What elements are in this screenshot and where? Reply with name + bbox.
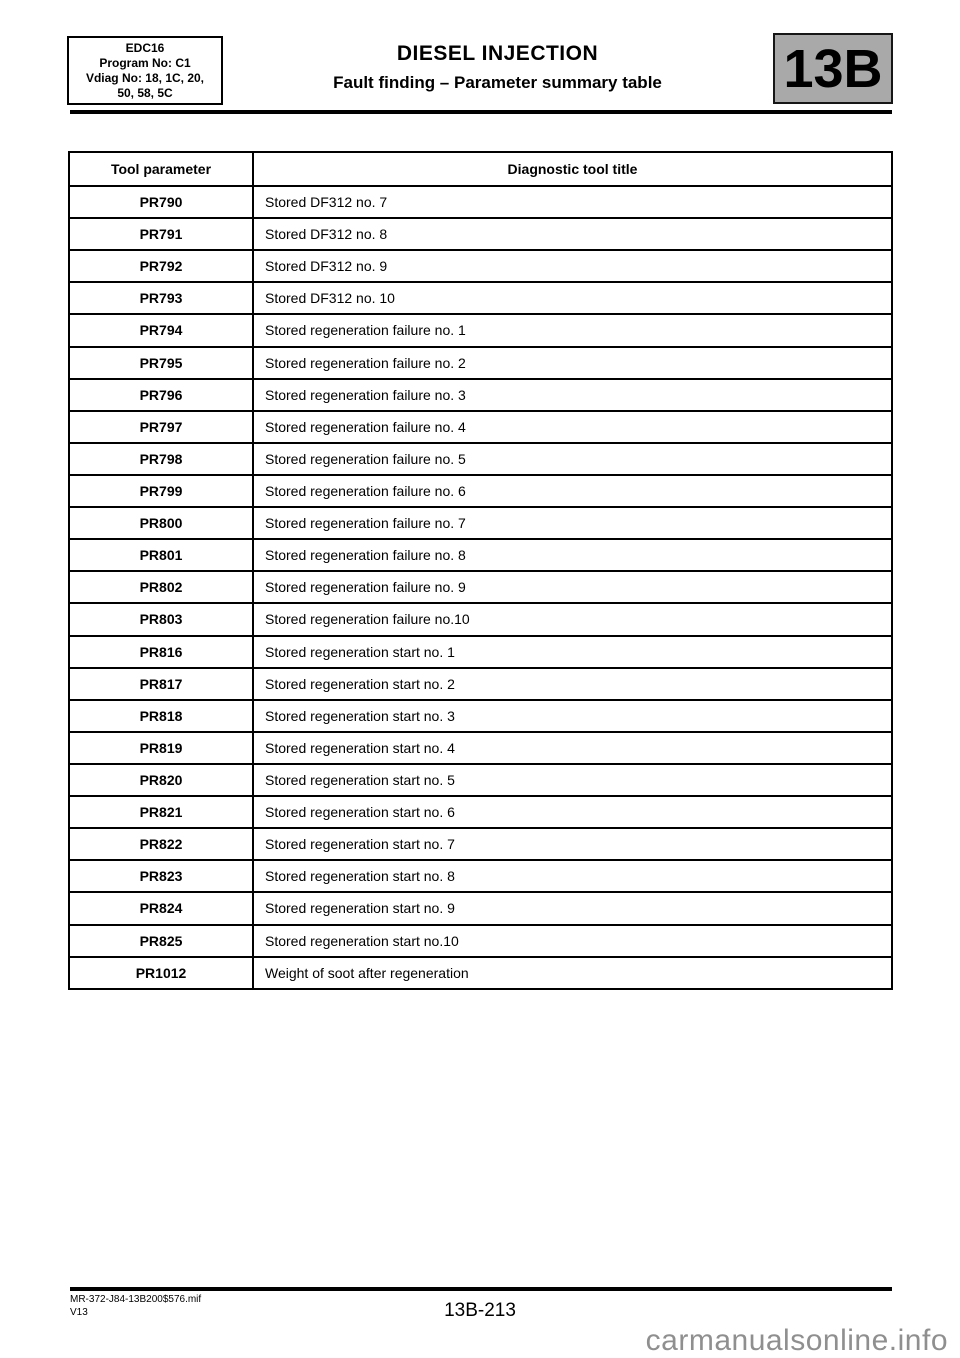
file-reference: MR-372-J84-13B200$576.mif <box>70 1294 202 1305</box>
diagnostic-tool-title-cell: Stored regeneration start no. 8 <box>253 860 892 892</box>
ecu-name: EDC16 <box>125 40 165 55</box>
chapter-code-badge <box>773 33 893 104</box>
table-row <box>69 250 892 282</box>
diagnostic-tool-title-cell: Stored regeneration start no. 5 <box>253 764 892 796</box>
ecu-info-box <box>67 36 223 105</box>
table-row <box>69 218 892 250</box>
diagnostic-tool-title-cell: Stored regeneration failure no. 4 <box>253 411 892 443</box>
tool-parameter-cell: PR823 <box>69 860 253 892</box>
diagnostic-tool-title-cell: Stored regeneration start no. 7 <box>253 828 892 860</box>
table-row <box>69 411 892 443</box>
page-subtitle: Fault finding – Parameter summary table <box>333 73 662 92</box>
tool-parameter-cell: PR794 <box>69 314 253 346</box>
footer-rule <box>70 1287 892 1291</box>
table-row <box>69 700 892 732</box>
diagnostic-tool-title-cell: Weight of soot after regeneration <box>253 957 892 989</box>
table-row <box>69 347 892 379</box>
table-row <box>69 379 892 411</box>
diagnostic-tool-title-cell: Stored DF312 no. 9 <box>253 250 892 282</box>
diagnostic-tool-title-cell: Stored DF312 no. 10 <box>253 282 892 314</box>
diagnostic-tool-title-cell: Stored regeneration failure no. 2 <box>253 347 892 379</box>
header-rule <box>70 110 892 114</box>
diagnostic-tool-title-cell: Stored regeneration start no. 3 <box>253 700 892 732</box>
diagnostic-tool-title-cell: Stored regeneration failure no. 7 <box>253 507 892 539</box>
table-row <box>69 314 892 346</box>
tool-parameter-cell: PR792 <box>69 250 253 282</box>
table-row <box>69 764 892 796</box>
diagnostic-tool-title-cell: Stored regeneration start no. 4 <box>253 732 892 764</box>
chapter-code: 13B <box>783 38 883 99</box>
table-head <box>69 152 892 186</box>
parameter-table <box>68 151 893 990</box>
tool-parameter-cell: PR796 <box>69 379 253 411</box>
title-block <box>235 42 760 93</box>
tool-parameter-cell: PR825 <box>69 925 253 957</box>
tool-parameter-cell: PR793 <box>69 282 253 314</box>
diagnostic-tool-title-cell: Stored regeneration failure no. 9 <box>253 571 892 603</box>
table-row <box>69 957 892 989</box>
diagnostic-tool-title-cell: Stored regeneration failure no. 3 <box>253 379 892 411</box>
diagnostic-tool-title-cell: Stored regeneration start no. 1 <box>253 636 892 668</box>
watermark: carmanualsonline.info <box>645 1324 948 1357</box>
table-row <box>69 668 892 700</box>
diagnostic-tool-title-cell: Stored regeneration failure no. 6 <box>253 475 892 507</box>
tool-parameter-cell: PR795 <box>69 347 253 379</box>
table-row <box>69 732 892 764</box>
table-row <box>69 571 892 603</box>
tool-parameter-cell: PR822 <box>69 828 253 860</box>
diagnostic-tool-title-cell: Stored DF312 no. 7 <box>253 186 892 218</box>
tool-parameter-cell: PR790 <box>69 186 253 218</box>
tool-parameter-cell: PR818 <box>69 700 253 732</box>
table-row <box>69 443 892 475</box>
diagnostic-tool-title-cell: Stored regeneration start no. 9 <box>253 892 892 924</box>
diagnostic-tool-title-cell: Stored regeneration failure no.10 <box>253 603 892 635</box>
table-row <box>69 507 892 539</box>
diagnostic-tool-title-cell: Stored regeneration failure no. 5 <box>253 443 892 475</box>
column-header-diagnostic-tool-title: Diagnostic tool title <box>253 152 892 186</box>
diagnostic-tool-title-cell: Stored regeneration failure no. 8 <box>253 539 892 571</box>
tool-parameter-cell: PR803 <box>69 603 253 635</box>
page-title: DIESEL INJECTION <box>396 42 599 65</box>
tool-parameter-cell: PR802 <box>69 571 253 603</box>
tool-parameter-cell: PR824 <box>69 892 253 924</box>
tool-parameter-cell: PR797 <box>69 411 253 443</box>
table-row <box>69 282 892 314</box>
tool-parameter-cell: PR791 <box>69 218 253 250</box>
diagnostic-tool-title-cell: Stored regeneration start no.10 <box>253 925 892 957</box>
diagnostic-tool-title-cell: Stored regeneration start no. 2 <box>253 668 892 700</box>
table-row <box>69 636 892 668</box>
tool-parameter-cell: PR799 <box>69 475 253 507</box>
table-row <box>69 475 892 507</box>
table-row <box>69 539 892 571</box>
version-label: V13 <box>70 1307 88 1318</box>
diagnostic-tool-title-cell: Stored regeneration failure no. 1 <box>253 314 892 346</box>
table-row <box>69 860 892 892</box>
tool-parameter-cell: PR801 <box>69 539 253 571</box>
tool-parameter-cell: PR821 <box>69 796 253 828</box>
table-row <box>69 892 892 924</box>
vdiag-numbers-line1: Vdiag No: 18, 1C, 20, <box>85 70 205 85</box>
tool-parameter-cell: PR816 <box>69 636 253 668</box>
tool-parameter-cell: PR820 <box>69 764 253 796</box>
tool-parameter-cell: PR1012 <box>69 957 253 989</box>
diagnostic-tool-title-cell: Stored DF312 no. 8 <box>253 218 892 250</box>
table-body <box>69 186 892 989</box>
tool-parameter-cell: PR798 <box>69 443 253 475</box>
table-row <box>69 796 892 828</box>
tool-parameter-cell: PR800 <box>69 507 253 539</box>
vdiag-numbers-line2: 50, 58, 5C <box>117 85 173 100</box>
page-number: 13B-213 <box>444 1300 516 1321</box>
diagnostic-tool-title-cell: Stored regeneration start no. 6 <box>253 796 892 828</box>
column-header-tool-parameter: Tool parameter <box>69 152 253 186</box>
table-row <box>69 186 892 218</box>
table-row <box>69 925 892 957</box>
program-number: Program No: C1 <box>99 55 191 70</box>
table-row <box>69 828 892 860</box>
tool-parameter-cell: PR817 <box>69 668 253 700</box>
table-row <box>69 603 892 635</box>
tool-parameter-cell: PR819 <box>69 732 253 764</box>
table-header-row <box>69 152 892 186</box>
